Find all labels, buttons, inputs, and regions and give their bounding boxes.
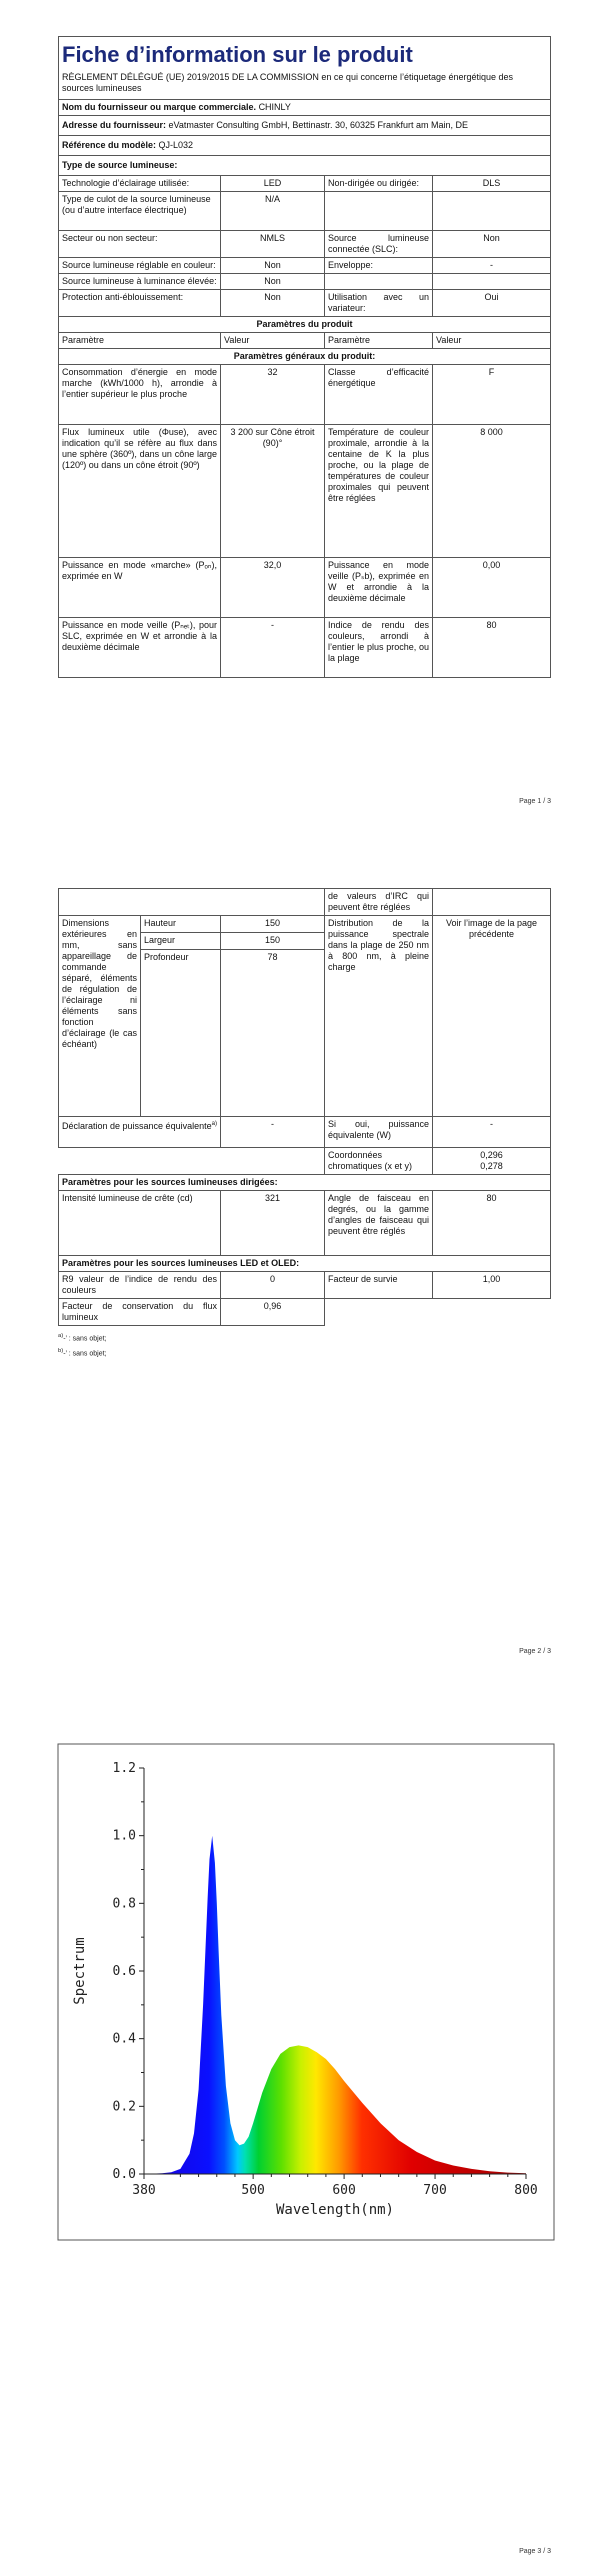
clls-value: Non (433, 231, 551, 258)
supplier-address-label: Adresse du fournisseur: (62, 120, 167, 130)
col-param-1: Paramètre (59, 333, 221, 349)
cap-label: Type de culot de la source lumineuse (62, 194, 211, 204)
page-2 (0, 850, 603, 1660)
regulation-text: RÈGLEMENT DÉLÉGUÉ (UE) 2019/2015 DE LA COMMISSION en ce qui concerne l’étiquetage énergétique des sources lumineuses (59, 70, 551, 100)
width-label: Largeur (141, 933, 221, 950)
chroma-label: Coordonnées chromatiques (x et y) (325, 1148, 433, 1175)
directional-header: Paramètres pour les sources lumineuses dirigées: (59, 1175, 551, 1191)
cri-continued: de valeurs d’IRC qui peuvent être réglées (325, 889, 433, 916)
class-label: Classe d’efficacité énergétique (325, 365, 433, 425)
glare-label: Protection anti-éblouissement: (59, 290, 221, 317)
energy-value: 32 (221, 365, 325, 425)
page-1 (0, 0, 603, 810)
product-info-sheet-p2 (58, 888, 550, 1361)
led-header: Paramètres pour les sources lumineuses LED et OLED: (59, 1256, 551, 1272)
cri-value: 80 (433, 618, 551, 678)
y-tick-label: 0.0 (112, 2167, 136, 2182)
spectrum-chart (56, 1742, 556, 2242)
flux-label: Flux lumineux utile (Φuse), avec indication qu’il se réfère au flux dans une sphère (360º), dans un cône large (120º) ou dans un cône étroit (90º) (59, 425, 221, 558)
width-value: 150 (221, 933, 325, 950)
x-tick-label: 600 (332, 2183, 356, 2198)
footnote-a-mark: a) (58, 1333, 64, 1339)
equiv-w-value: - (433, 1117, 551, 1148)
r9-value: 0 (221, 1272, 325, 1299)
page-3 (0, 1700, 603, 2560)
r9-label: R9 valeur de l’indice de rendu des couleurs (59, 1272, 221, 1299)
chroma-values (433, 1148, 551, 1175)
nondir-label: Non-dirigée ou dirigée: (325, 176, 433, 192)
spd-value: Voir l’image de la page précédente (433, 916, 551, 1117)
y-tick-label: 0.6 (112, 1964, 136, 1979)
cct-label: Température de couleur proximale, arrondie à la centaine de K la plus proche, ou la plage de températures de couleur proximales qui peuvent être réglées (325, 425, 433, 558)
chroma-x: 0,296 (480, 1150, 503, 1160)
tech-value: LED (221, 176, 325, 192)
page-number-3: Page 3 / 3 (519, 2548, 551, 2555)
dims-label: Dimensions extérieures en mm, sans appareillage de commande séparé, éléments de régulation de l’éclairage ni éléments sans fonction d’éclairage (le cas échéant) (59, 916, 141, 1117)
equiv-label-cell (59, 1117, 221, 1148)
psb-label: Puissance en mode veille (Pₛb), exprimée en W et arrondie à la deuxième décimale (325, 558, 433, 618)
product-info-table (58, 36, 551, 678)
footnote-a-text: -’ : sans objet; (63, 1335, 107, 1343)
x-tick-label: 800 (514, 2183, 538, 2198)
footnotes (58, 1330, 550, 1361)
beam-label: Angle de faisceau en degrés, ou la gamme d’angles de faisceau qui peuvent être réglés (325, 1191, 433, 1256)
supplier-name-value: CHINLY (258, 102, 291, 112)
equiv-label: Déclaration de puissance équivalente (62, 1121, 212, 1131)
supplier-address-row (59, 116, 551, 136)
model-row (59, 136, 551, 156)
depth-value: 78 (221, 950, 325, 1117)
height-label: Hauteur (141, 916, 221, 933)
envelope-value: - (433, 258, 551, 274)
maint-value: 0,96 (221, 1299, 325, 1326)
equiv-w-label: Si oui, puissance équivalente (W) (325, 1117, 433, 1148)
psb-value: 0,00 (433, 558, 551, 618)
depth-label: Profondeur (141, 950, 221, 1117)
supplier-name-row (59, 100, 551, 116)
nondir-value: DLS (433, 176, 551, 192)
supplier-address-value: eVatmaster Consulting GmbH, Bettinastr. 30, 60325 Frankfurt am Main, DE (168, 120, 469, 130)
y-tick-label: 0.2 (112, 2099, 136, 2115)
cap-value: N/A (221, 192, 325, 231)
hl-label: Source lumineuse à luminance élevée: (59, 274, 221, 290)
cap-note: (ou d’autre interface électrique) (62, 205, 187, 215)
cap-label-cell (59, 192, 221, 231)
peak-label: Intensité lumineuse de crête (cd) (59, 1191, 221, 1256)
model-label: Référence du modèle: (62, 140, 157, 150)
pnet-value: - (221, 618, 325, 678)
x-tick-label: 500 (241, 2183, 265, 2198)
sheet-title: Fiche d’information sur le produit (62, 42, 413, 67)
beam-value: 80 (433, 1191, 551, 1256)
cct-value: 8 000 (433, 425, 551, 558)
footnote-a (58, 1330, 550, 1345)
footnote-b-mark: b) (58, 1348, 64, 1355)
pon-label: Puissance en mode «marche» (Pₒₙ), exprimée en W (59, 558, 221, 618)
tech-label: Technologie d’éclairage utilisée: (59, 176, 221, 192)
supplier-name-label: Nom du fournisseur ou marque commerciale. (62, 102, 257, 112)
dimmer-label: Utilisation avec un variateur: (325, 290, 433, 317)
y-tick-label: 0.8 (112, 1896, 136, 1912)
chroma-y: 0,278 (480, 1161, 503, 1171)
equiv-value: - (221, 1117, 325, 1148)
col-value-2: Valeur (433, 333, 551, 349)
y-tick-label: 1.0 (112, 1828, 136, 1844)
energy-label: Consommation d’énergie en mode marche (kWh/1000 h), arrondie à l’entier supérieur le plus proche (59, 365, 221, 425)
height-value: 150 (221, 916, 325, 933)
params-header: Paramètres du produit (59, 317, 551, 333)
hl-value: Non (221, 274, 325, 290)
source-type-header: Type de source lumineuse: (59, 156, 551, 176)
y-tick-label: 0.4 (112, 2031, 136, 2047)
y-axis-label: Spectrum (72, 1937, 88, 2005)
footnote-b-text: -’ : sans objet; (63, 1350, 107, 1358)
page-number-2: Page 2 / 3 (519, 1648, 551, 1655)
pon-value: 32,0 (221, 558, 325, 618)
spd-label: Distribution de la puissance spectrale dans la plage de 250 nm à 800 nm, à pleine charge (325, 916, 433, 1117)
pnet-label: Puissance en mode veille (Pₙₑₜ), pour SLC, exprimée en W et arrondie à la deuxième décimale (59, 618, 221, 678)
general-header: Paramètres généraux du produit: (59, 349, 551, 365)
y-tick-label: 1.2 (112, 1761, 136, 1776)
tunable-label: Source lumineuse réglable en couleur: (59, 258, 221, 274)
x-axis-label: Wavelength(nm) (275, 2202, 395, 2218)
dimmer-value: Oui (433, 290, 551, 317)
cri-label: Indice de rendu des couleurs, arrondi à l’entier le plus proche, ou la plage (325, 618, 433, 678)
survival-value: 1,00 (433, 1272, 551, 1299)
x-tick-label: 700 (423, 2183, 447, 2198)
clls-label: Source lumineuse connectée (SLC): (325, 231, 433, 258)
col-value-1: Valeur (221, 333, 325, 349)
survival-label: Facteur de survie (325, 1272, 433, 1299)
peak-value: 321 (221, 1191, 325, 1256)
model-value: QJ-L032 (158, 140, 194, 150)
mains-label: Secteur ou non secteur: (59, 231, 221, 258)
x-tick-label: 380 (132, 2183, 156, 2198)
maint-label: Facteur de conservation du flux lumineux (59, 1299, 221, 1326)
product-info-table-continued (58, 888, 551, 1326)
product-info-sheet-p1 (58, 36, 550, 678)
col-param-2: Paramètre (325, 333, 433, 349)
flux-value: 3 200 sur Cône étroit (90)° (221, 425, 325, 558)
page-number-1: Page 1 / 3 (519, 798, 551, 805)
tunable-value: Non (221, 258, 325, 274)
footnote-b (58, 1345, 550, 1360)
envelope-label: Enveloppe: (325, 258, 433, 274)
glare-value: Non (221, 290, 325, 317)
equiv-sup: a) (211, 1121, 217, 1127)
mains-value: NMLS (221, 231, 325, 258)
class-value: F (433, 365, 551, 425)
